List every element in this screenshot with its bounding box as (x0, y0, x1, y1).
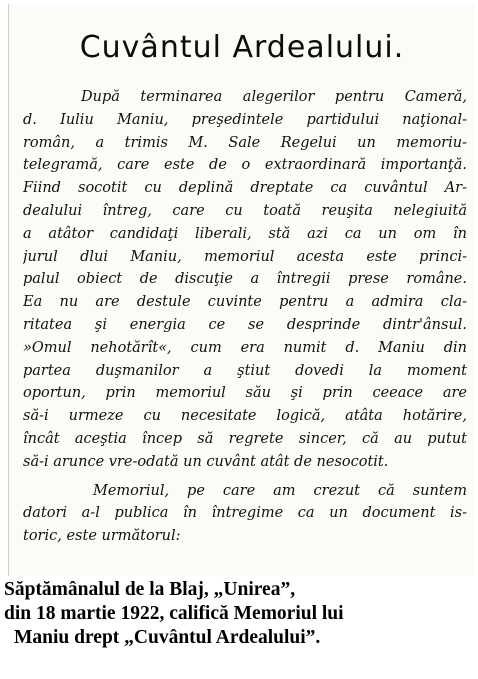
text-line: român, a trimis M. Sale Regelui un memoriu- (23, 134, 467, 151)
text-line: d. Iuliu Maniu, preşedintele partidului naţional- (23, 111, 467, 128)
text-line: ritatea şi energia ce se desprinde dintr'ânsul. (23, 316, 467, 333)
text-line: jurul dlui Maniu, memoriul acesta este princi- (23, 248, 467, 265)
text-line: »Omul nehotărît«, cum era numit d. Maniu din (23, 339, 467, 356)
text-line: partea duşmanilor a ştiut dovedi la moment (23, 362, 467, 379)
paragraph-1 (23, 86, 467, 474)
caption-line: Săptămânalul de la Blaj, „Unirea”, (4, 579, 296, 600)
caption (4, 578, 474, 650)
text-line: După terminarea alegerilor pentru Cameră, (81, 89, 467, 105)
text-line: palul obiect de discuţie a întregii prese române. (23, 271, 467, 288)
newspaper-clipping (8, 4, 475, 576)
text-line: dealului întreg, care cu toată reuşita nelegiuită (23, 202, 467, 219)
text-line: Ea nu are destule cuvinte pentru a admira cla- (23, 294, 467, 311)
article-body (23, 86, 467, 548)
article-title: Cuvântul Ardealului. (79, 30, 405, 65)
text-line: să-i arunce vre-odată un cuvânt atât de nesocotit. (23, 453, 389, 470)
text-line: Fiind socotit cu deplină dreptate ca cuvântul Ar- (23, 180, 467, 197)
text-line: încât aceştia încep să regrete sincer, că au putut (23, 430, 467, 447)
text-line: a atâtor candidaţi liberali, stă azi ca un om în (23, 225, 467, 242)
text-line: să-i urmeze cu necesitate logică, atâta hotărire, (23, 408, 467, 425)
paragraph-2 (23, 480, 467, 548)
caption-line: din 18 martie 1922, califică Memoriul lui (4, 603, 344, 624)
text-line: datori a-l publica în întregime ca un document is- (23, 505, 467, 522)
text-line: telegramă, care este de o extraordinară importanţă. (23, 157, 467, 174)
text-line: oportun, prin memoriul său şi prin ceeace are (23, 385, 467, 402)
text-line: Memoriul, pe care am crezut că suntem (93, 482, 467, 499)
text-line: toric, este următorul: (23, 528, 181, 545)
caption-line: Maniu drept „Cuvântul Ardealului”. (14, 627, 321, 648)
